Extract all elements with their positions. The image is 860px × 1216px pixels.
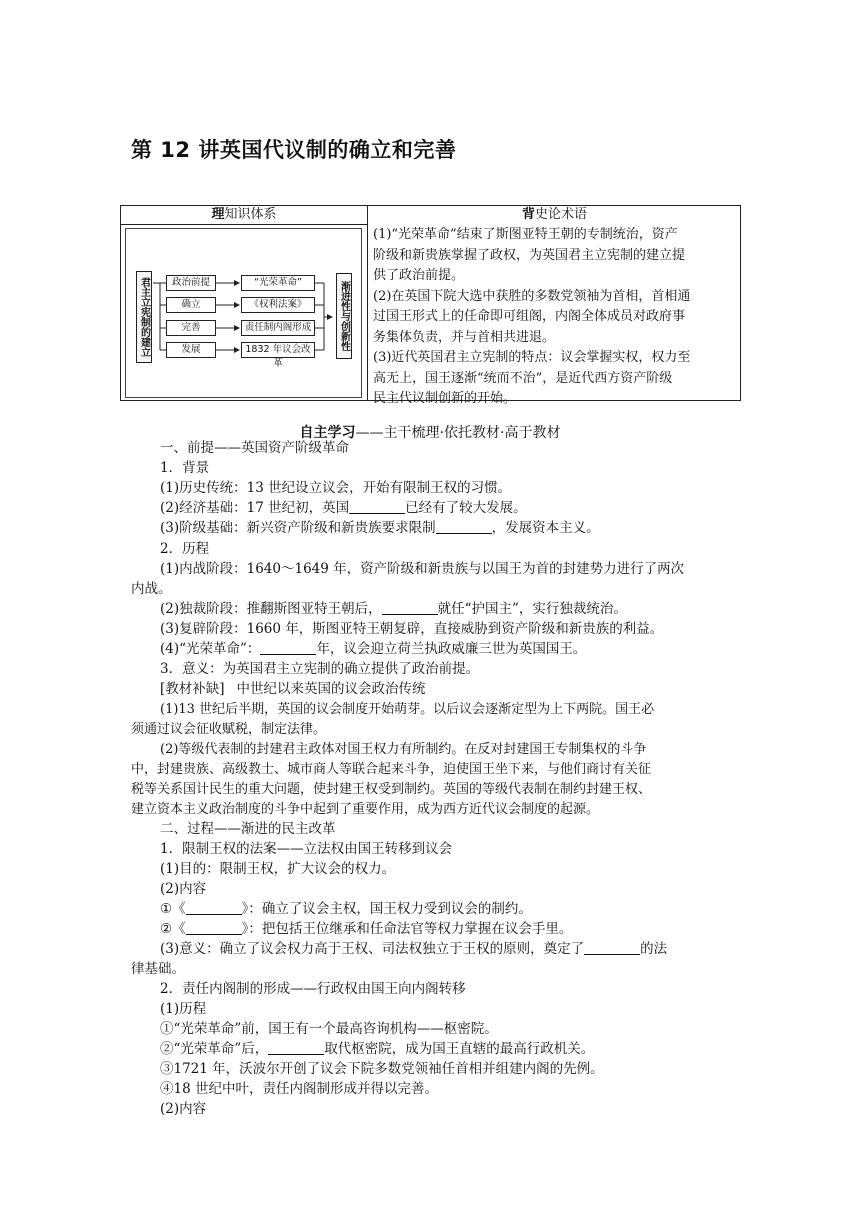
text-line: (2)等级代表制的封建君主政体对国王权力有所制约。在反对封建国王专制集权的斗争 <box>160 742 647 757</box>
page-title: 第 12 讲英国代议制的确立和完善 <box>131 138 457 162</box>
term-line: 民主代议制创新的开始。 <box>373 391 517 406</box>
stage-box: 发展 <box>166 342 216 358</box>
term-line: 阶级和新贵族掌握了政权，为英国君主立宪制的建立提 <box>373 247 686 263</box>
line-part: (2)独裁阶段：推翻斯图亚特王朝后， <box>160 601 382 617</box>
text-line: (1)历程 <box>160 1001 207 1017</box>
text-line <box>160 940 667 959</box>
terms-header <box>368 206 741 224</box>
line-part: (3)意义：确立了议会权力高于王权、司法权独立于王权的原则，奠定了 <box>160 941 585 957</box>
text-line: (2)内容 <box>160 881 207 897</box>
line-part: 的法 <box>640 941 668 957</box>
text-line <box>160 600 627 619</box>
term-line: (2)在英国下院大选中获胜的多数党领袖为首相，首相通 <box>373 288 691 304</box>
history-terms <box>373 225 737 410</box>
knowledge-system-header <box>121 206 367 224</box>
line-part: 就任“护国主”，实行独裁统治。 <box>437 601 627 617</box>
line-part: ，发展资本主义。 <box>491 520 600 536</box>
text-line: 中，封建贵族、高级教士、城市商人等联合起来斗争，迫使国王坐下来，与他们商讨有关征 <box>131 762 652 777</box>
line-part: 已经有了较大发展。 <box>405 500 527 516</box>
diagram-left-label: 君主立宪制的建立 <box>136 271 152 363</box>
line-part: 》：确立了议会主权，国王权力受到议会的制约。 <box>241 901 532 917</box>
summary-table <box>120 205 741 406</box>
text-line: ③1721 年，沃波尔开创了议会下院多数党领袖任首相并组建内阁的先例。 <box>160 1061 604 1077</box>
fill-blank[interactable] <box>584 940 640 955</box>
term-line: 务集体负责，并与首相共进退。 <box>373 329 556 345</box>
text-line: 内战。 <box>131 581 172 597</box>
line-part: (2)经济基础：17 世纪初，英国 <box>160 500 350 516</box>
section-heading-bold: 自主学习 <box>299 425 356 441</box>
line-part: ②“光荣革命”后， <box>160 1041 269 1057</box>
line-part: (4)“光荣革命”： <box>160 641 261 657</box>
line-part: 中世纪以来英国的议会政治传统 <box>236 681 426 697</box>
term-line: 供了政治前提。 <box>373 268 465 283</box>
fill-blank[interactable] <box>436 519 492 534</box>
stage-box: 完善 <box>166 320 216 336</box>
text-line: (1)历史传统：13 世纪设立议会，开始有限制王权的习惯。 <box>160 480 512 496</box>
text-line: (1)内战阶段：1640～1649 年，资产阶级和新贵族与以国王为首的封建势力进行了两次 <box>160 561 685 577</box>
event-box: “光荣革命” <box>241 275 315 291</box>
fill-blank[interactable] <box>186 900 242 915</box>
textbook-supplement-tag: [教材补缺] <box>160 681 225 697</box>
event-box: 责任制内阁形成 <box>241 320 315 336</box>
fill-blank[interactable] <box>186 920 242 935</box>
section-heading <box>0 422 860 442</box>
text-line: (3)复辟阶段：1660 年，斯图亚特王朝复辟，直接威胁到资产阶级和新贵族的利益。 <box>160 621 664 637</box>
fill-blank[interactable] <box>349 499 405 514</box>
text-line: (2)内容 <box>160 1101 207 1117</box>
knowledge-diagram <box>125 228 362 398</box>
table-header-rule <box>121 224 367 225</box>
text-line <box>160 499 527 518</box>
term-line: 高无上，国王逐渐“统而不治”，是近代西方资产阶级 <box>373 370 673 386</box>
table-divider <box>367 206 368 400</box>
header-text: 知识体系 <box>224 207 277 222</box>
line-part: (3)阶级基础：新兴资产阶级和新贵族要求限制 <box>160 520 436 536</box>
line-part: 年，议会迎立荷兰执政威廉三世为英国国王。 <box>316 641 587 657</box>
text-line: (1)13 世纪后半期，英国的议会制度开始萌芽。以后议会逐渐定型为上下两院。国王必 <box>160 702 655 717</box>
text-line <box>160 920 572 939</box>
header-text: 史论术语 <box>535 207 588 222</box>
fill-blank[interactable] <box>268 1040 324 1055</box>
diagram-right-label: 渐进性与创新性 <box>336 273 352 359</box>
text-line: 2．责任内阁制的形成——行政权由国王向内阁转移 <box>160 981 466 997</box>
text-line: 建立资本主义政治制度的斗争中起到了重要作用，成为西方近代议会制度的起源。 <box>131 802 600 817</box>
text-line <box>160 1040 594 1059</box>
text-line: 1．背景 <box>160 460 210 476</box>
header-bold-char: 理 <box>211 207 225 222</box>
stage-box: 确立 <box>166 297 216 313</box>
event-box: 《权利法案》 <box>241 297 315 313</box>
text-line: (1)目的：限制王权，扩大议会的权力。 <box>160 861 396 877</box>
text-line <box>160 900 532 919</box>
text-line: 二、过程——渐进的民主改革 <box>160 821 336 837</box>
header-bold-char: 背 <box>521 207 535 222</box>
line-part: ②《 <box>160 921 186 937</box>
text-line: ④18 世纪中叶，责任内阁制形成并得以完善。 <box>160 1081 438 1097</box>
text-line <box>160 680 426 699</box>
text-line: 律基础。 <box>131 961 185 977</box>
term-line: (1)“光荣革命”结束了斯图亚特王朝的专制统治，资产 <box>373 227 678 242</box>
term-line: (3)近代英国君主立宪制的特点：议会掌握实权，权力至 <box>373 350 691 365</box>
term-line: 过国王形式上的任命即可组阁，内阁全体成员对政府事 <box>373 309 686 324</box>
text-line <box>160 640 586 659</box>
text-line: 2．历程 <box>160 541 210 557</box>
text-line: 须通过议会征收赋税，制定法律。 <box>131 722 327 737</box>
diagram-connectors <box>126 229 361 397</box>
fill-blank[interactable] <box>382 600 438 615</box>
text-line: 一、前提——英国资产阶级革命 <box>160 440 349 456</box>
line-part: 取代枢密院，成为国王直辖的最高行政机关。 <box>324 1041 595 1057</box>
line-part: 》：把包括王位继承和任命法官等权力掌握在议会手里。 <box>241 921 573 937</box>
text-line: 税等关系国计民生的重大问题，使封建王权受到制约。英国的等级代表制在制约封建王权、 <box>131 782 652 797</box>
text-line: 1．限制王权的法案——立法权由国王转移到议会 <box>160 841 453 857</box>
text-line <box>160 519 600 538</box>
section-heading-rest: ——主干梳理·依托教材·高于教材 <box>355 425 561 441</box>
stage-box: 政治前提 <box>166 275 216 291</box>
line-part: ①《 <box>160 901 186 917</box>
event-box: 1832 年议会改革 <box>241 342 315 358</box>
fill-blank[interactable] <box>260 640 316 655</box>
text-line: ①“光荣革命”前，国王有一个最高咨询机构——枢密院。 <box>160 1021 498 1037</box>
text-line: 3．意义：为英国君主立宪制的确立提供了政治前提。 <box>160 661 480 677</box>
